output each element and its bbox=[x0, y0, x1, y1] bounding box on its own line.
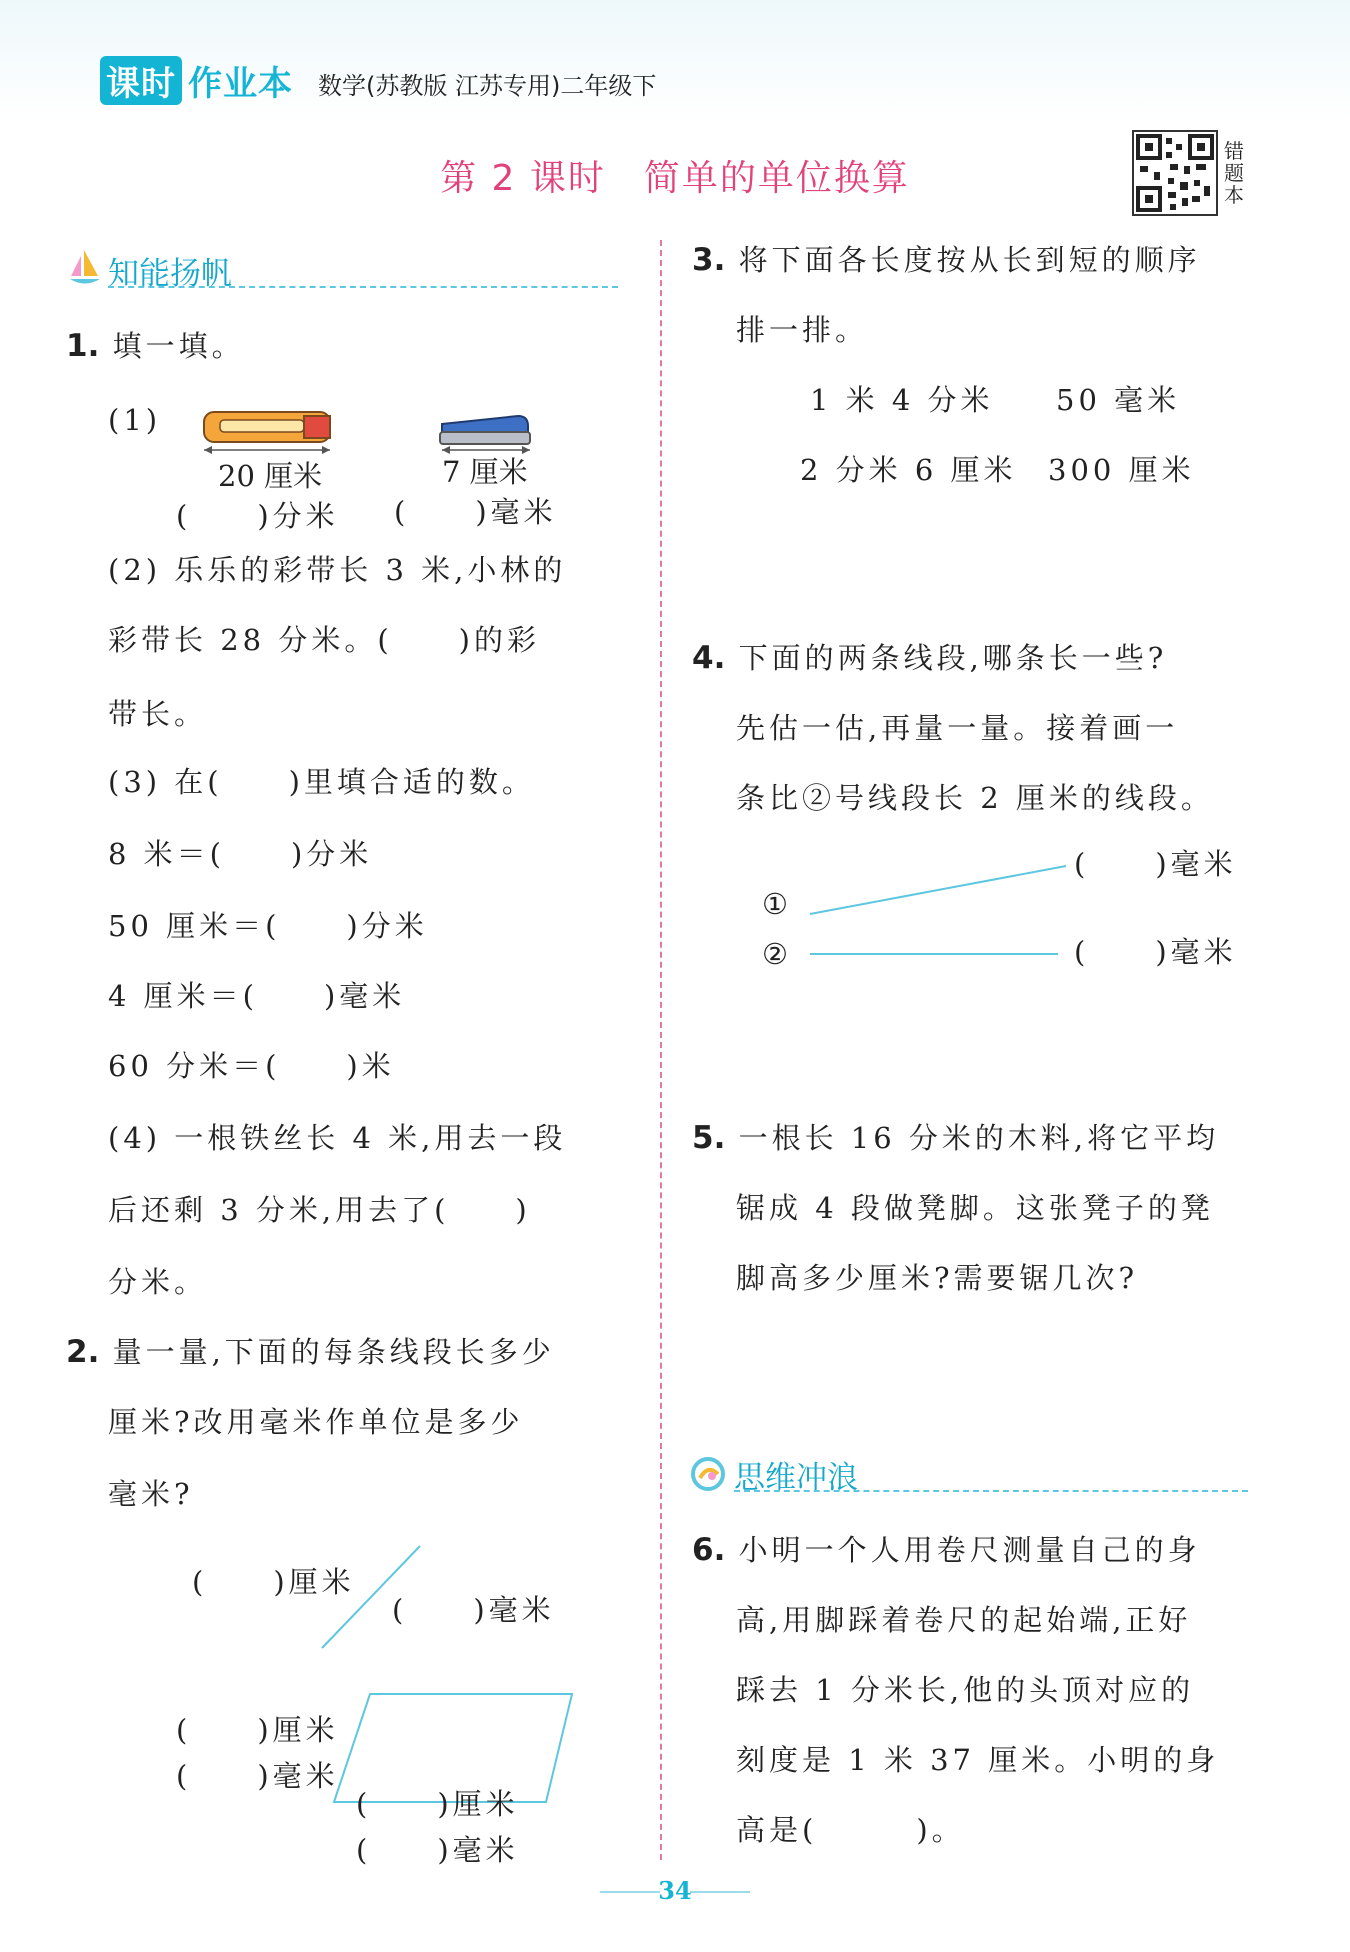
knife-length-label: 20 厘米 bbox=[218, 459, 323, 493]
q2-segment-cm-blank[interactable]: ( )厘米 bbox=[192, 1565, 355, 1599]
question-number: 4. bbox=[692, 640, 726, 676]
question-3-line2: 排一排。 bbox=[736, 313, 869, 347]
question-2-line3: 毫米? bbox=[108, 1477, 194, 1511]
question-4-line2: 先估一估,再量一量。接着画一 bbox=[736, 711, 1179, 745]
stapler-answer-blank[interactable]: ( )毫米 bbox=[394, 495, 557, 529]
q4-segments bbox=[806, 862, 1076, 962]
qr-pattern bbox=[1134, 132, 1216, 214]
question-number: 2. bbox=[66, 1334, 100, 1370]
surf-wave-icon bbox=[690, 1456, 726, 1492]
question-5-line1 bbox=[692, 1118, 1219, 1158]
q1-part3-c[interactable]: 4 厘米＝( )毫米 bbox=[108, 979, 406, 1013]
wrong-question-book-label: 错题本 bbox=[1224, 139, 1244, 207]
section-title-siwei: 思维冲浪 bbox=[734, 1460, 858, 1496]
q4-segment-1-blank[interactable]: ( )毫米 bbox=[1074, 847, 1237, 881]
q1-part2-line3: 带长。 bbox=[108, 697, 208, 731]
question-3-line1 bbox=[692, 240, 1201, 280]
column-divider bbox=[660, 240, 662, 1860]
question-2-line2: 厘米?改用毫米作单位是多少 bbox=[108, 1405, 524, 1439]
question-text: 填一填。 bbox=[112, 329, 245, 363]
question-text: 下面的两条线段,哪条长一些? bbox=[738, 641, 1168, 675]
stapler-length-label: 7 厘米 bbox=[442, 455, 528, 489]
section-underline bbox=[108, 286, 618, 288]
q3-item-1: 1 米 4 分米 bbox=[810, 383, 994, 417]
qr-code-icon[interactable] bbox=[1132, 130, 1218, 216]
question-6-line1 bbox=[692, 1530, 1201, 1570]
q4-segment-1-label: ① bbox=[762, 887, 788, 921]
q1-part2-line1: (2) 乐乐的彩带长 3 米,小林的 bbox=[108, 553, 567, 587]
q1-part4-line2[interactable]: 后还剩 3 分米,用去了( ) bbox=[108, 1193, 531, 1227]
q2-parallelogram-bottom-mm[interactable]: ( )毫米 bbox=[356, 1833, 519, 1867]
q1-part4-line1: (4) 一根铁丝长 4 米,用去一段 bbox=[108, 1121, 567, 1155]
q3-item-3: 2 分米 6 厘米 bbox=[800, 453, 1017, 487]
section-underline bbox=[734, 1490, 1248, 1492]
q2-parallelogram-bottom-cm[interactable]: ( )厘米 bbox=[356, 1787, 519, 1821]
question-6-line4: 刻度是 1 米 37 厘米。小明的身 bbox=[736, 1743, 1220, 1777]
question-text: 小明一个人用卷尺测量自己的身 bbox=[738, 1533, 1201, 1567]
q1-part3-b[interactable]: 50 厘米＝( )分米 bbox=[108, 909, 428, 943]
question-text: 一根长 16 分米的木料,将它平均 bbox=[738, 1121, 1220, 1155]
utility-knife-icon bbox=[200, 408, 336, 454]
q2-segment-mm-blank[interactable]: ( )毫米 bbox=[392, 1593, 555, 1627]
question-5-line2: 锯成 4 段做凳脚。这张凳子的凳 bbox=[736, 1191, 1214, 1225]
question-number: 5. bbox=[692, 1120, 726, 1156]
page-number-rule-right bbox=[690, 1891, 750, 1893]
sailboat-icon bbox=[68, 248, 102, 288]
brand-suffix: 作业本 bbox=[188, 64, 293, 104]
q4-segment-2-label: ② bbox=[762, 937, 788, 971]
question-6-line2: 高,用脚踩着卷尺的起始端,正好 bbox=[736, 1603, 1192, 1637]
stapler-icon bbox=[436, 402, 536, 454]
question-number: 1. bbox=[66, 328, 100, 364]
question-6-line5[interactable]: 高是( )。 bbox=[736, 1813, 965, 1847]
question-text: 将下面各长度按从长到短的顺序 bbox=[738, 243, 1201, 277]
q4-segment-2-blank[interactable]: ( )毫米 bbox=[1074, 935, 1237, 969]
q1-part3-a[interactable]: 8 米＝( )分米 bbox=[108, 837, 373, 871]
q1-part1-label: (1) bbox=[108, 403, 162, 437]
brand-prefix: 课时 bbox=[100, 56, 182, 105]
q1-part4-line3: 分米。 bbox=[108, 1265, 208, 1299]
page-number: 34 bbox=[658, 1876, 692, 1905]
question-number: 6. bbox=[692, 1532, 726, 1568]
question-4-line3: 条比②号线段长 2 厘米的线段。 bbox=[736, 781, 1214, 815]
q1-part3-line0: (3) 在( )里填合适的数。 bbox=[108, 765, 535, 799]
q1-part2-line2: 彩带长 28 分米。( )的彩 bbox=[108, 623, 540, 657]
q2-parallelogram-left-mm[interactable]: ( )毫米 bbox=[176, 1759, 339, 1793]
q3-item-4: 300 厘米 bbox=[1048, 453, 1195, 487]
question-1-title bbox=[66, 326, 245, 366]
brand-logo bbox=[100, 56, 293, 105]
section-title-zhineng: 知能扬帆 bbox=[108, 256, 232, 292]
question-number: 3. bbox=[692, 242, 726, 278]
q3-item-2: 50 毫米 bbox=[1056, 383, 1181, 417]
question-4-line1 bbox=[692, 638, 1167, 678]
question-text: 量一量,下面的每条线段长多少 bbox=[112, 1335, 555, 1369]
lesson-title: 第 2 课时 简单的单位换算 bbox=[440, 158, 910, 199]
q2-parallelogram-left-cm[interactable]: ( )厘米 bbox=[176, 1713, 339, 1747]
question-6-line3: 踩去 1 分米长,他的头顶对应的 bbox=[736, 1673, 1195, 1707]
knife-answer-blank[interactable]: ( )分米 bbox=[176, 499, 339, 533]
q1-part3-d[interactable]: 60 分米＝( )米 bbox=[108, 1049, 395, 1083]
book-subtitle: 数学(苏教版 江苏专用)二年级下 bbox=[318, 72, 657, 100]
question-2-line1 bbox=[66, 1332, 555, 1372]
question-5-line3: 脚高多少厘米?需要锯几次? bbox=[736, 1261, 1139, 1295]
